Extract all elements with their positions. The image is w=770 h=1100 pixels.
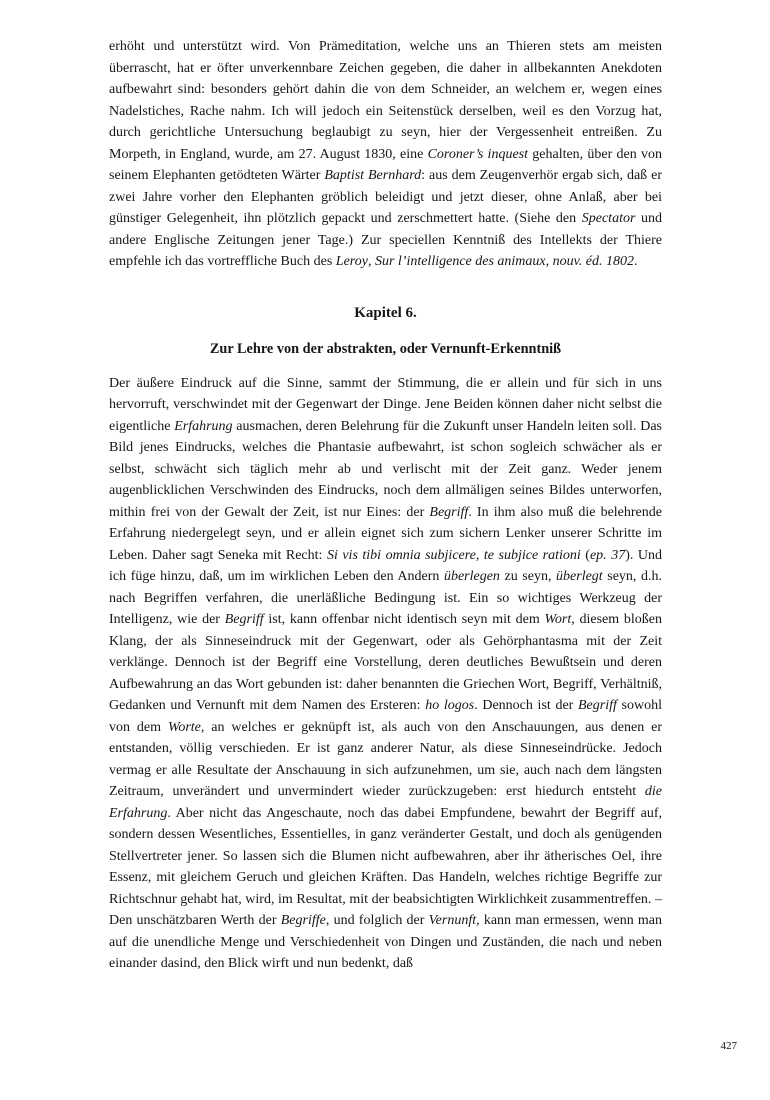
section-heading: Zur Lehre von der abstrakten, oder Vernunft-Erkenntniß — [209, 340, 562, 357]
chapter-heading: Kapitel 6. — [354, 304, 417, 321]
paragraph-continuation: erhöht und unterstützt wird. Von Prämeditation, welche uns an Thieren stets am meisten überrascht, hat er öfter unverkennbare Zeichen gegeben, die daher in allbekannten Anekdoten aufbewahrt sind: besonders gehört dahin die von dem Schneider, an welchem er, wegen eines Nadelstiches, Rache nahm. Ich will jedoch ein Seitenstück derselben, weil es den Vorzug hat, durch gerichtliche Untersuchung beglaubigt zu seyn, hier der Vergessenheit entreißen. Zu Morpeth, in England, wurde, am 27. August 1830, eine Coroner’s inquest gehalten, über den von seinem Elephanten getödteten Wärter Baptist Bernhard: aus dem Zeugenverhör ergab sich, daß er zwei Jahre vorher den Elephanten gröblich beleidigt und jetzt dieser, ohne Anlaß, aber bei günstiger Gelegenheit, ihn plötzlich gepackt und zerschmettert hatte. (Siehe den Spectator und andere Englische Zeitungen jener Tage.) Zur speciellen Kenntniß des Intellekts der Thiere empfehle ich das vortreffliche Buch des Leroy, Sur l’intelligence des animaux, nouv. éd. 1802. — [109, 39, 663, 269]
page-number: 427 — [720, 1040, 737, 1052]
text-column — [109, 36, 662, 975]
paragraph-body: Der äußere Eindruck auf die Sinne, sammt der Stimmung, die er allein und für sich in uns hervorruft, verschwindet mit der Gegenwart der Dinge. Jene Beiden können daher nicht selbst die eigentliche Erfahrung ausmachen, deren Belehrung für die Zukunft unser Handeln leiten soll. Das Bild jenes Eindrucks, welches die Phantasie aufbewahrt, ist schon sogleich schwächer als er selbst, schwächt sich täglich mehr ab und verlischt mit der Zeit ganz. Weder jenem augenblicklichen Verschwinden des Eindrucks, noch dem allmäligen seines Bildes unterworfen, mithin frei von der Gewalt der Zeit, ist nur Eines: der Begriff. In ihm also muß die belehrende Erfahrung niedergelegt seyn, und er allein eignet sich zum sichern Lenker unserer Schritte im Leben. Daher sagt Seneka mit Recht: Si vis tibi omnia subjicere, te subjice rationi (ep. 37). Und ich füge hinzu, daß, um im wirklichen Leben den Andern überlegen zu seyn, überlegt seyn, d.h. nach Begriffen verfahren, die unerläßliche Bedingung ist. Ein so wichtiges Werkzeug der Intelligenz, wie der Begriff ist, kann offenbar nicht identisch seyn mit dem Wort, diesem bloßen Klang, der als Sinneseindruck mit der Gegenwart, oder als Gehörphantasma mit der Zeit verklänge. Dennoch ist der Begriff eine Vorstellung, deren deutliches Bewußtsein und deren Aufbewahrung an das Wort gebunden ist: daher benannten die Griechen Wort, Begriff, Verhältniß, Gedanken und Vernunft mit dem Namen des Ersteren: ho logos. Dennoch ist der Begriff sowohl von dem Worte, an welches er geknüpft ist, als auch von den Anschauungen, aus denen er entstanden, völlig verschieden. Er ist ganz anderer Natur, als diese Sinneseindrücke. Jedoch vermag er alle Resultate der Anschauung in sich aufzunehmen, um sie, auch nach dem längsten Zeitraum, unverändert und unvermindert wieder zurückzugeben: erst hiedurch entsteht die Erfahrung. Aber nicht das Angeschaute, noch das dabei Empfundene, bewahrt der Begriff auf, sondern dessen Wesentliches, Essentielles, in ganz veränderter Gestalt, und doch als genügenden Stellvertreter jener. So lassen sich die Blumen nicht aufbewahren, aber ihr ätherisches Oel, ihre Essenz, mit gleichem Geruch und gleichen Kräften. Das Handeln, welches richtige Begriffe zur Richtschnur gehabt hat, wird, im Resultat, mit der beabsichtigten Wirklichkeit zusammentreffen. – Den unschätzbaren Werth der Begriffe, und folglich der Vernunft, kann man ermessen, wenn man auf die unendliche Menge und Verschiedenheit von Dingen und Zuständen, die nach und neben einander dasind, den Blick wirft und nun bedenkt, daß — [109, 375, 663, 971]
